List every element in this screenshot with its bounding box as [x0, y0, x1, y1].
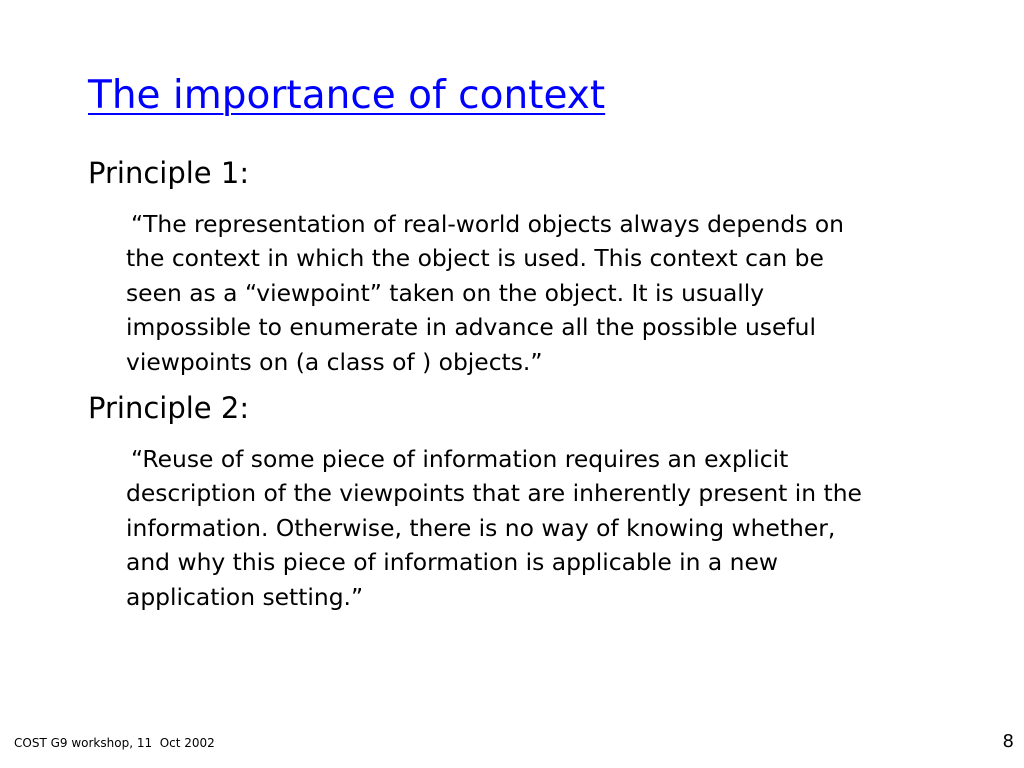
quote-line: the context in which the object is used. This context can be — [126, 244, 824, 273]
slide-title[interactable]: The importance of context — [88, 73, 606, 118]
principle-1-heading: Principle 1: — [88, 156, 250, 190]
quote-line: description of the viewpoints that are inherently present in the — [126, 479, 862, 508]
principle-2-quote — [126, 442, 916, 614]
quote-line: application setting.” — [126, 582, 364, 611]
slide-number: 8 — [1002, 731, 1014, 752]
quote-line: “The representation of real-world objects always depends on — [131, 210, 844, 238]
quote-line: and why this piece of information is applicable in a new — [126, 548, 779, 577]
quote-line: viewpoints on (a class of ) objects.” — [126, 347, 543, 376]
principle-2-heading: Principle 2: — [88, 391, 250, 425]
quote-line: “Reuse of some piece of information requires an explicit — [131, 445, 789, 473]
footer-workshop-label: COST G9 workshop, 11 Oct 2002 — [14, 736, 215, 750]
quote-line: seen as a “viewpoint” taken on the object. It is usually — [126, 278, 765, 307]
quote-line: impossible to enumerate in advance all the possible useful — [126, 313, 816, 342]
quote-line: information. Otherwise, there is no way of knowing whether, — [126, 513, 836, 542]
principle-1-quote — [126, 207, 916, 379]
